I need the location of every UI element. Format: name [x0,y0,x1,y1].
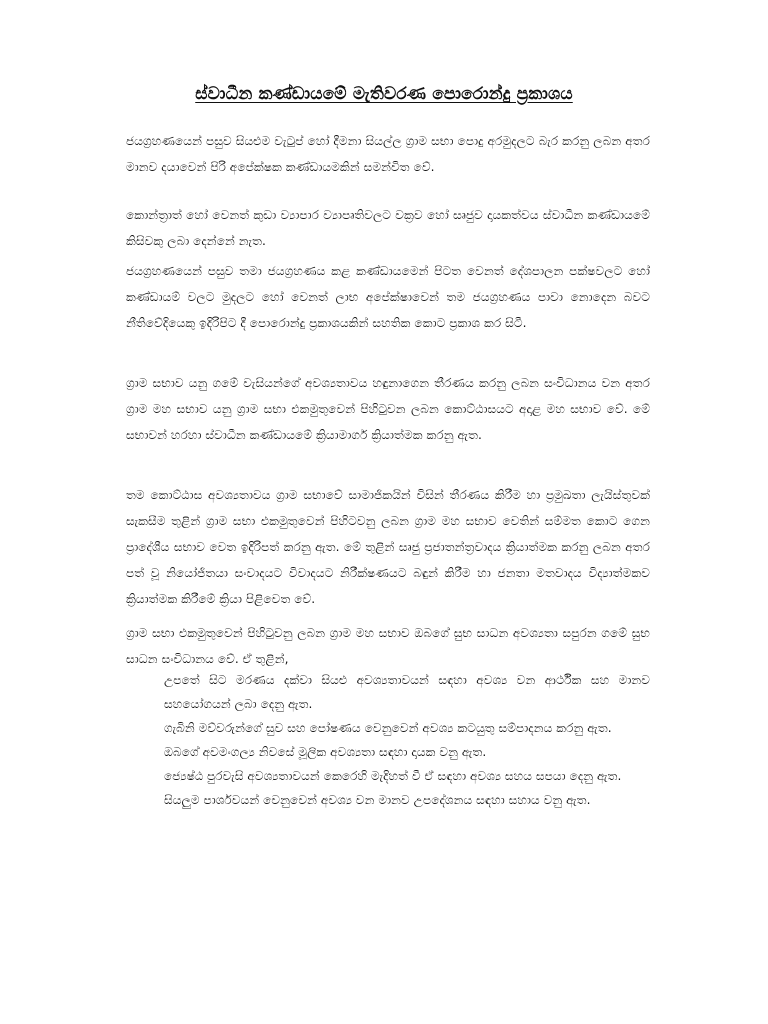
list-item: ජ්‍යෙෂ්ඨ පුරවැසි අවශ්‍යතාවයන් කෙරෙහි මැදිහත් වී ඒ සඳහා අවශ්‍ය සහය සපයා දෙනු ඇත. [164,769,622,783]
list-item: සියලුම පාර්ශවයන් වෙනුවෙන් අවශ්‍ය වන මානව උපදේශනය සඳහා සහාය වනු ඇත. [164,793,591,807]
paragraph-3: ජයග්‍රහණයෙන් පසුව තමා ජයග්‍රහණය කළ කණ්ඩායමෙන් පිටත වෙනත් දේශපාලන පක්ෂවලට හෝ කණ්ඩායම් වලට මුදලට හෝ වෙනත් ලාභ අපේක්ෂාවෙන් තම ජයග්‍රහණය පාවා නොදෙන බවට නීතිවේදියෙකු ඉදිරිපිට දී පොරොන්දු ප්‍රකාශයකින් සහතික කොට ප්‍රකාශ කර සිටී. [126,264,650,330]
paragraph-1: ජයග්‍රහණයෙන් පසුව සියළුම වැටුප් හෝ දීමනා සියල්ල ග්‍රාම සභා පොදු අරමුදලට බැර කරනු ලබන අතර මානව දයාවෙන් පිරි අපේක්ෂක කණ්ඩායමකින් සමන්විත වේ. [126,134,650,174]
list-item: උපතේ සිට මරණය දක්වා සියළු අවශ්‍යතාවයන් සඳහා අවශ්‍ය වන ආර්ථික සහ මානව සහයෝගයන් ලබා දෙනු ඇත. [164,673,650,711]
paragraph-2: කොන්ත්‍රාත් හෝ වෙනත් කුඩා ව්‍යාපාර ව්‍යාපෘතිවලට වක්‍රව හෝ සෘජුව දායකත්වය ස්වාධීන කණ්ඩායමේ කිසිවකු ලබා දෙන්නේ නැත. [126,208,650,248]
benefits-list [164,668,650,812]
paragraph-5: තම කොට්ඨාස අවශ්‍යතාවය ග්‍රාම සභාවේ සාමාජිකයින් විසින් තීරණය කිරීම හා ප්‍රමුඛතා ලැයිස්තුවක් සැකසීම තුළින් ග්‍රාම සභා එකමුතුවෙන් පිහිටවනු ලබන ග්‍රාම මහ සභාව වෙතින් සම්මත කොට ගෙන ප්‍රාදේශීය සභාව වෙත ඉදිරිපත් කරනු ඇත. මේ තුළින් සෘජු ප්‍රජාතන්ත්‍රවාදය ක්‍රියාත්මක කරනු ලබන අතර පත් වූ නියෝජිතයා සංවාදයට විවාදයට නිරීක්ෂණයට බඳුන් කිරීම හා ජනතා මතවාදය විද්‍යාත්මකව ක්‍රියාත්මක කිරීමේ ක්‍රියා පිළිවෙත වේ. [126,488,650,606]
list-item: ඔබගේ අවමංගල්‍ය නිවසේ මූලික අවශ්‍යතා සඳහා දායක වනු ඇත. [164,745,487,759]
paragraph-4: ග්‍රාම සභාව යනු ගමේ වැසියන්ගේ අවශ්‍යතාවය හඳුනාගෙන තීරණය කරනු ලබන සංවිධානය වන අතර ග්‍රාම මහ සභාව යනු ග්‍රාම සභා එකමුතුවෙන් පිහිටුවන ලබන කොට්ඨාසයට අදාළ මහ සභාව වේ. මේ සභාවන් හරහා ස්වාධීන කණ්ඩායමේ ක්‍රියාමාර්ග ක්‍රියාත්මක කරනු ඇත. [126,376,650,442]
paragraph-6: ග්‍රාම සභා එකමුතුවෙන් පිහිටුවනු ලබන ග්‍රාම මහ සභාව ඔබගේ සුභ සාධන අවශ්‍යතා සපුරන ගමේ සුභ සාධන සංවිධානය වේ. ඒ තුළින්, [126,626,650,666]
list-item: ගැබිනි මව්වරුන්ගේ සුව සහ පෝෂණය වෙනුවෙන් අවශ්‍ය කටයුතු සම්පාදනය කරනු ඇත. [164,721,612,735]
document-title: ස්වාධීන කණ්ඩායමේ මැතිවරණ පොරොන්දු ප්‍රකාශය [195,84,573,104]
